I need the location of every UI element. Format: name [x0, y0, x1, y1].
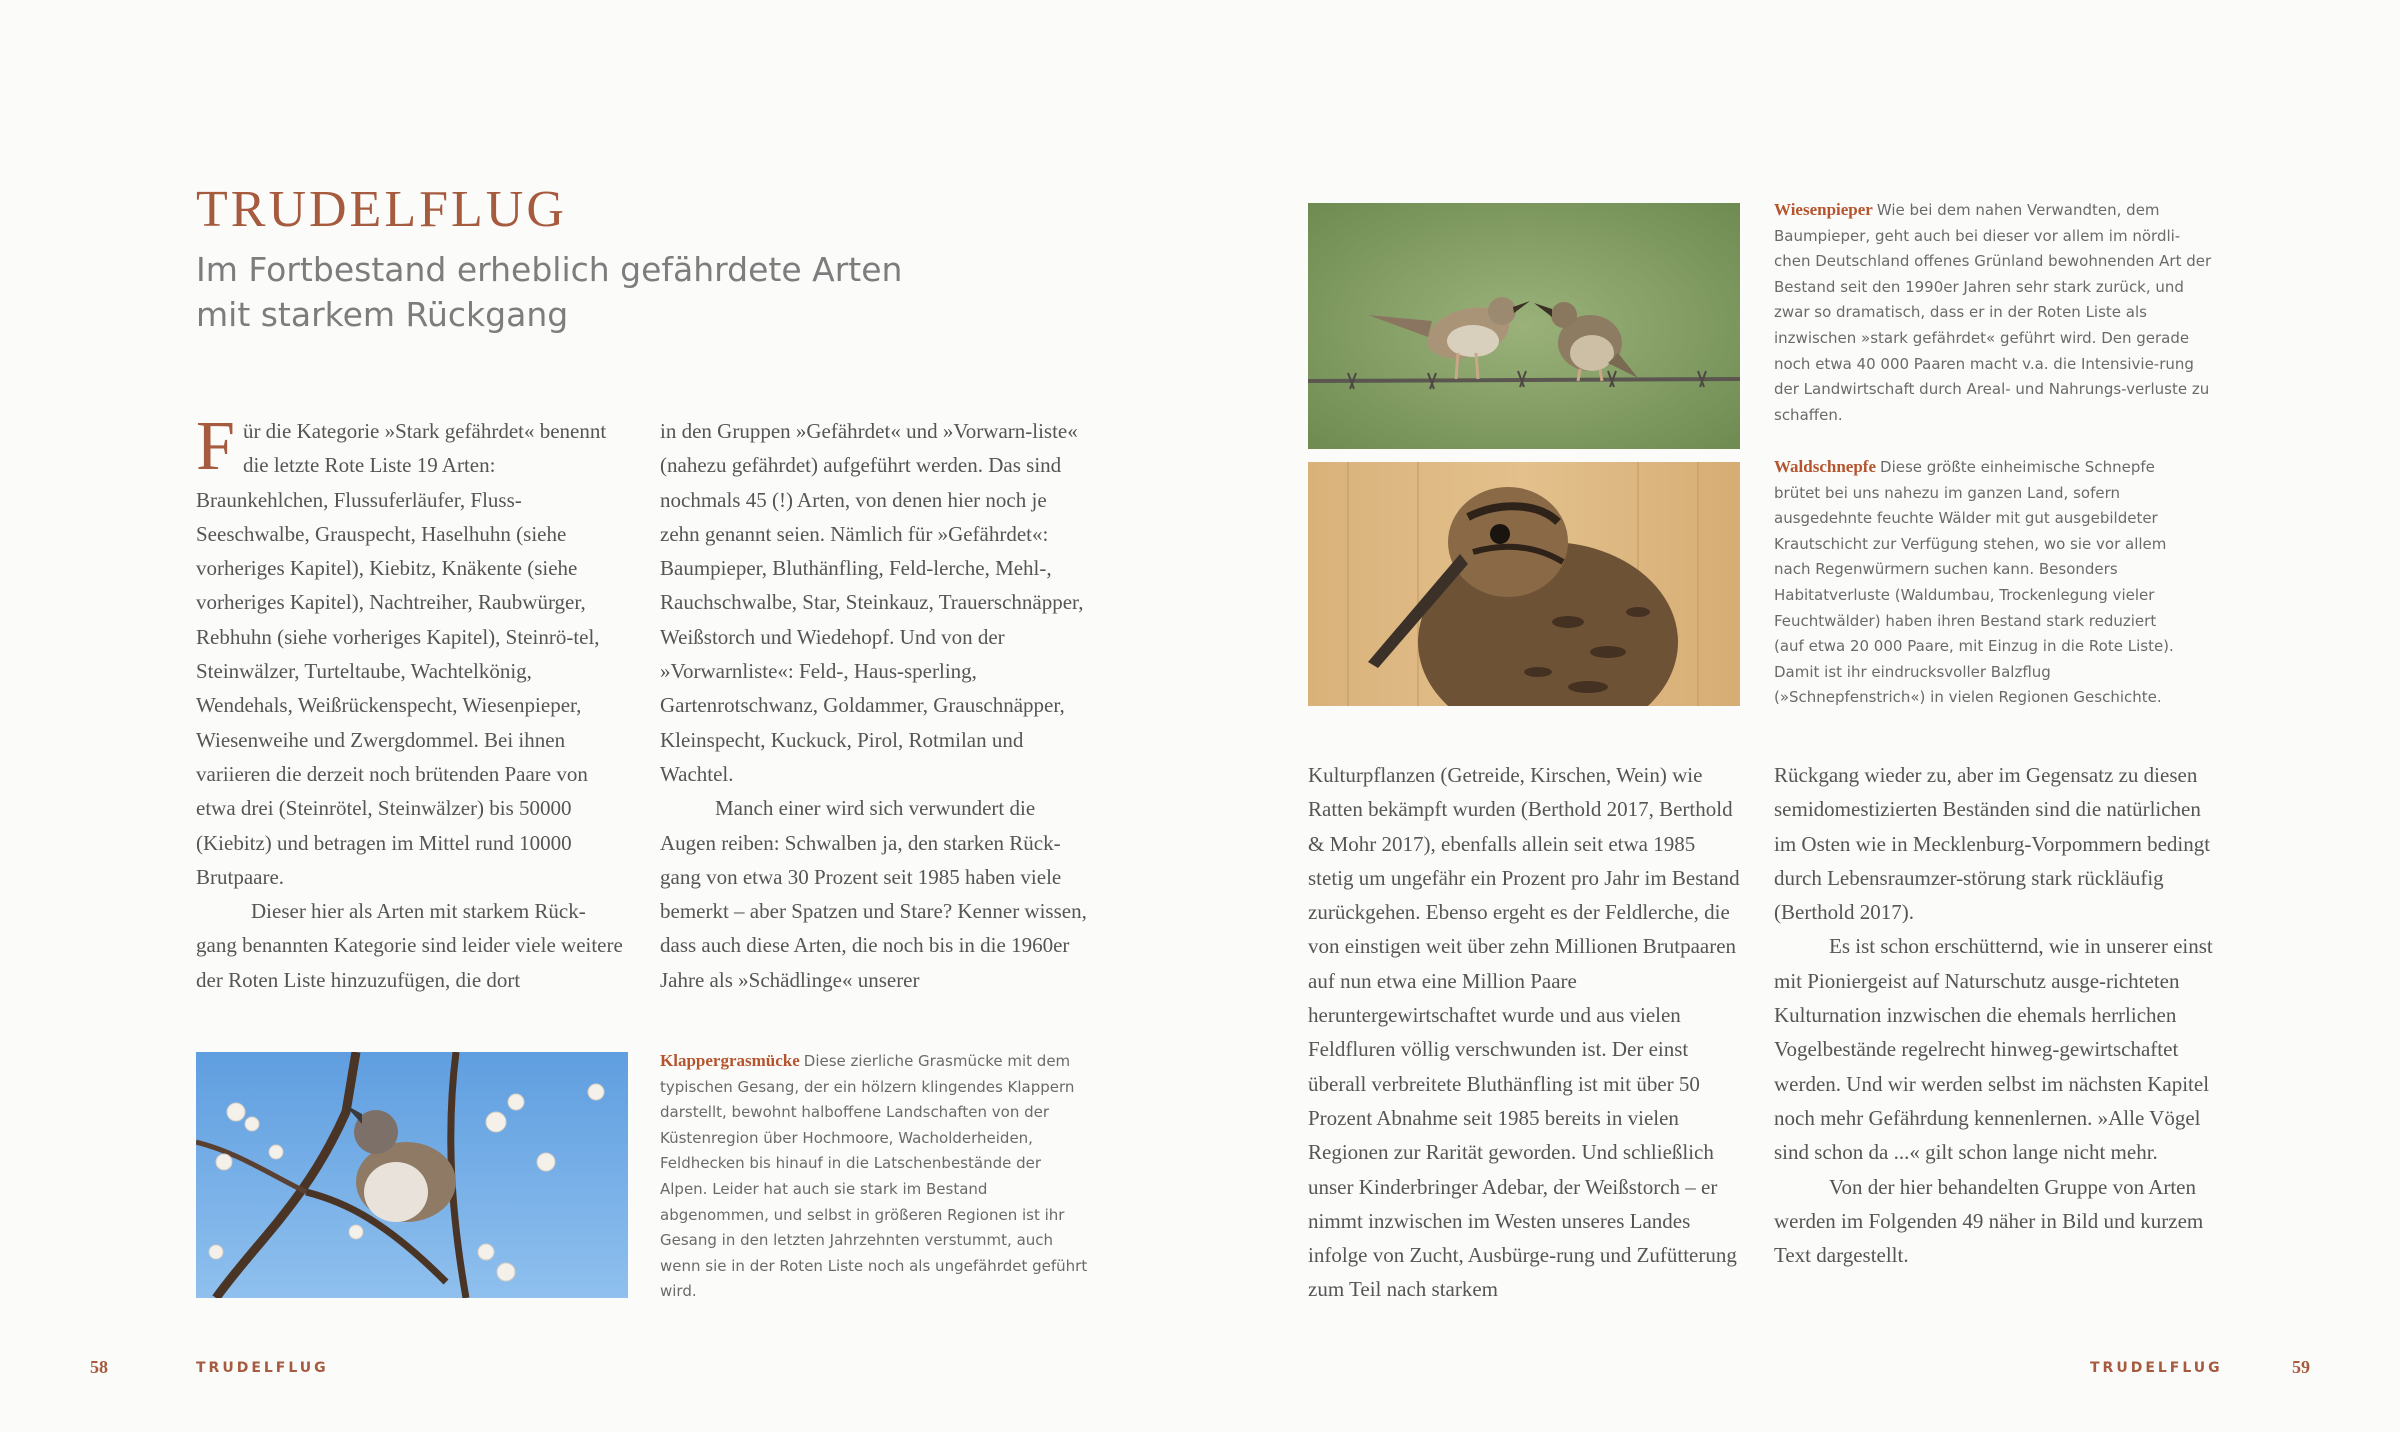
right-column-2: [1774, 758, 2214, 1272]
running-title-left: TRUDELFLUG: [196, 1360, 329, 1376]
page-number-left: 58: [90, 1357, 108, 1377]
paragraph: Von der hier behandelten Gruppe von Arten werden im Folgenden 49 näher in Bild und kurzem Text dargestellt.: [1774, 1174, 2204, 1268]
caption-heading: Wiesenpieper: [1774, 200, 1873, 219]
paragraph: Rückgang wieder zu, aber im Gegensatz zu diesen semidomestizierten Beständen sind die natürlichen im Osten wie in Mecklenburg-Vorpommern bedingt durch Lebensraumzer-störung stark rückläufig (Berthold 2017).: [1774, 763, 2211, 925]
page-number-right: 59: [2292, 1357, 2310, 1377]
left-column-1: [196, 408, 626, 997]
caption-heading: Waldschnepfe: [1774, 457, 1877, 476]
paragraph: Es ist schon erschütternd, wie in unserer einst mit Pioniergeist auf Naturschutz ausge-richteten Kulturnation inzwischen die ehemals herrlichen Vogelbestände regelrecht hinweg-gewirtschaftet werden. Und wir werden selbst im nächsten Kapitel noch mehr Gefährdung kennenlernen. »Alle Vögel sind schon da ...« gilt schon lange nicht mehr.: [1774, 934, 2213, 1165]
page-subtitle: Im Fortbestand erheblich gefährdete Arten mit starkem Rückgang: [196, 250, 903, 334]
left-column-2: [660, 414, 1090, 997]
running-title-right: TRUDELFLUG: [2090, 1360, 2223, 1376]
caption-text: Diese zierliche Grasmücke mit dem typischen Gesang, der ein hölzern klingendes Klappern darstellt, bewohnt halboffene Landschaften von der Küstenregion über Hochmoore, Wacholderheiden, Feldhecken bis hinauf in die Latschenbestände der Alpen. Leider hat auch sie stark im Bestand abgenommen, und selbst in größeren Regionen ist ihr Gesang in den letzten Jahrzehnten verstummt, auch wenn sie in der Roten Liste noch als ungefährdet geführt wird.: [660, 1052, 1088, 1301]
caption-text: Diese größte einheimische Schnepfe brütet bei uns nahezu im ganzen Land, sofern ausgedehnte feuchte Wälder mit gut ausgebildeter Krautschicht zur Verfügung stehen, wo sie vor allem nach Regenwürmern suchen kann. Besonders Habitatverluste (Waldumbau, Trockenlegung vieler Feuchtwälder) haben ihren Bestand stark reduziert (auf etwa 20 000 Paare, mit Einzug in die Rote Liste). Damit ist ihr eindrucksvoller Balzflug (»Schnepfenstrich«) in vielen Regionen Geschichte.: [1774, 458, 2174, 707]
paragraph: ür die Kategorie »Stark gefährdet« benennt die letzte Rote Liste 19 Arten: Braunkehlchen, Flussuferläufer, Fluss-Seeschwalbe, Grauspecht, Haselhuhn (siehe vorheriges Kapitel), Kiebitz, Knäkente (siehe vorheriges Kapitel), Nachtreiher, Raubwürger, Rebhuhn (siehe vorheriges Kapitel), Steinrö-tel, Steinwälzer, Turteltaube, Wachtelkönig, Wendehals, Weißrückenspecht, Wiesenpieper, Wiesenweihe und Zwergdommel. Bei ihnen variieren die derzeit noch brütenden Paare von etwa drei (Steinrötel, Steinwälzer) bis 50000 (Kiebitz) und betragen im Mittel rund 10000 Brutpaare.: [196, 419, 607, 889]
drop-cap: F: [196, 408, 235, 485]
right-column-1: [1308, 758, 1744, 1307]
paragraph: Dieser hier als Arten mit starkem Rück-gang benannten Kategorie sind leider viele weitere der Roten Liste hinzuzufügen, die dort: [196, 899, 623, 992]
paragraph: Kulturpflanzen (Getreide, Kirschen, Wein) wie Ratten bekämpft wurden (Berthold 2017, Berthold & Mohr 2017), ebenfalls allein seit etwa 1985 stetig um ungefähr ein Prozent pro Jahr im Bestand zurückgehen. Ebenso ergeht es der Feldlerche, die von einstigen weit über zehn Millionen Brutpaaren auf nun etwa eine Million Paare heruntergewirtschaftet wurde und aus vielen Feldfluren völlig verschwunden ist. Der einst überall verbreitete Bluthänfling ist mit über 50 Prozent Abnahme seit 1985 bereits in vielen Regionen zur Rarität geworden. Und schließlich unser Kinderbringer Adebar, der Weißstorch – er nimmt inzwischen im Westen unseres Landes infolge von Zucht, Ausbürge-rung und Zufütterung zum Teil nach starkem: [1308, 763, 1740, 1302]
photo-waldschnepfe: [1308, 462, 1740, 706]
paragraph: Manch einer wird sich verwundert die Augen reiben: Schwalben ja, den starken Rück-gang von etwa 30 Prozent seit 1985 haben viele bemerkt – aber Spatzen und Stare? Kenner wissen, dass auch diese Arten, die noch bis in die 1960er Jahre als »Schädlinge« unserer: [660, 796, 1087, 992]
paragraph: in den Gruppen »Gefährdet« und »Vorwarn-liste« (nahezu gefährdet) aufgeführt werden. Das sind nochmals 45 (!) Arten, von denen hier noch je zehn genannt seien. Nämlich für »Gefährdet«: Baumpieper, Bluthänfling, Feld-lerche, Mehl-, Rauchschwalbe, Star, Steinkauz, Trauerschnäpper, Weißstorch und Wiedehopf. Und von der »Vorwarnliste«: Feld-, Haus-sperling, Gartenrotschwanz, Goldammer, Grauschnäpper, Kleinspecht, Kuckuck, Pirol, Rotmilan und Wachtel.: [660, 419, 1084, 786]
caption-heading: Klappergrasmücke: [660, 1051, 800, 1070]
caption-waldschnepfe: [1774, 454, 2190, 711]
caption-klappergrasmuecke: [660, 1048, 1092, 1305]
caption-wiesenpieper: [1774, 197, 2214, 428]
photo-klappergrasmuecke: [196, 1052, 628, 1298]
photo-wiesenpieper: [1308, 203, 1740, 449]
page-title: TRUDELFLUG: [196, 181, 567, 238]
caption-text: Wie bei dem nahen Verwandten, dem Baumpieper, geht auch bei dieser vor allem im nördli-chen Deutschland offenes Grünland bewohnenden Art der Bestand seit den 1990er Jahren sehr stark zurück, und zwar so dramatisch, dass er in der Roten Liste als inzwischen »stark gefährdet« geführt wird. Den gerade noch etwa 40 000 Paaren macht v.a. die Intensivie-rung der Landwirtschaft durch Areal- und Nahrungs-verluste zu schaffen.: [1774, 201, 2212, 424]
